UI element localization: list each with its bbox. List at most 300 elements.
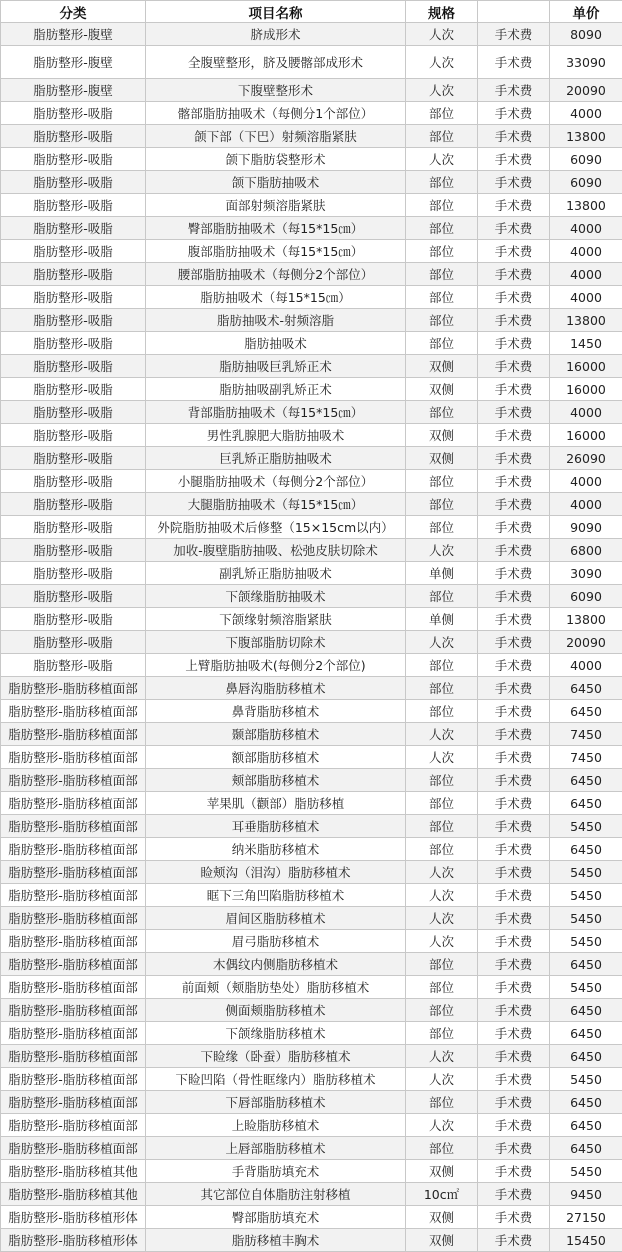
- unit-cell: 部位: [406, 769, 478, 792]
- item-name-cell: 下颌缘脂肪移植术: [146, 1022, 406, 1045]
- price-cell: 33090: [550, 46, 622, 79]
- price-cell: 6450: [550, 792, 622, 815]
- category-cell: 脂肪整形-脂肪移植面部: [1, 723, 146, 746]
- price-cell: 6450: [550, 1045, 622, 1068]
- category-cell: 脂肪整形-吸脂: [1, 470, 146, 493]
- category-cell: 脂肪整形-脂肪移植面部: [1, 1022, 146, 1045]
- item-name-cell: 髂部脂肪抽吸术（每侧分1个部位）: [146, 102, 406, 125]
- table-row: [1, 493, 622, 516]
- price-cell: 4000: [550, 470, 622, 493]
- table-row: [1, 746, 622, 769]
- fee-type-cell: 手术费: [478, 907, 550, 930]
- fee-type-cell: 手术费: [478, 723, 550, 746]
- item-name-cell: 颌下部（下巴）射频溶脂紧肤: [146, 125, 406, 148]
- category-cell: 脂肪整形-吸脂: [1, 378, 146, 401]
- unit-cell: 部位: [406, 976, 478, 999]
- table-row: [1, 930, 622, 953]
- table-row: [1, 447, 622, 470]
- table-row: [1, 378, 622, 401]
- fee-type-cell: 手术费: [478, 102, 550, 125]
- fee-type-cell: 手术费: [478, 424, 550, 447]
- price-cell: 6450: [550, 1137, 622, 1160]
- table-row: [1, 976, 622, 999]
- table-row: [1, 1022, 622, 1045]
- table-row: [1, 79, 622, 102]
- item-name-cell: 眉间区脂肪移植术: [146, 907, 406, 930]
- fee-type-cell: 手术费: [478, 585, 550, 608]
- table-header: [1, 1, 622, 23]
- unit-cell: 人次: [406, 79, 478, 102]
- unit-cell: 人次: [406, 746, 478, 769]
- unit-cell: 部位: [406, 585, 478, 608]
- price-cell: 3090: [550, 562, 622, 585]
- category-cell: 脂肪整形-腹壁: [1, 46, 146, 79]
- table-row: [1, 1137, 622, 1160]
- table-row: [1, 1114, 622, 1137]
- category-cell: 脂肪整形-脂肪移植面部: [1, 1091, 146, 1114]
- category-cell: 脂肪整形-吸脂: [1, 631, 146, 654]
- category-cell: 脂肪整形-吸脂: [1, 585, 146, 608]
- fee-type-cell: 手术费: [478, 125, 550, 148]
- fee-type-cell: 手术费: [478, 447, 550, 470]
- table-row: [1, 884, 622, 907]
- table-row: [1, 263, 622, 286]
- item-name-cell: 下睑缘（卧蚕）脂肪移植术: [146, 1045, 406, 1068]
- category-cell: 脂肪整形-吸脂: [1, 493, 146, 516]
- fee-type-cell: 手术费: [478, 194, 550, 217]
- fee-type-cell: 手术费: [478, 1022, 550, 1045]
- table-row: [1, 539, 622, 562]
- category-cell: 脂肪整形-脂肪移植面部: [1, 677, 146, 700]
- item-name-cell: 颌下脂肪抽吸术: [146, 171, 406, 194]
- table-row: [1, 171, 622, 194]
- fee-type-cell: 手术费: [478, 999, 550, 1022]
- unit-cell: 双侧: [406, 355, 478, 378]
- item-name-cell: 下颌缘脂肪抽吸术: [146, 585, 406, 608]
- unit-cell: 部位: [406, 1022, 478, 1045]
- table-row: [1, 516, 622, 539]
- fee-type-cell: 手术费: [478, 309, 550, 332]
- table-row: [1, 1229, 622, 1252]
- unit-cell: 双侧: [406, 447, 478, 470]
- item-name-cell: 鼻背脂肪移植术: [146, 700, 406, 723]
- category-cell: 脂肪整形-脂肪移植面部: [1, 953, 146, 976]
- table-row: [1, 1206, 622, 1229]
- price-cell: 1450: [550, 332, 622, 355]
- item-name-cell: 颌下脂肪袋整形术: [146, 148, 406, 171]
- price-cell: 6450: [550, 1091, 622, 1114]
- fee-type-cell: 手术费: [478, 539, 550, 562]
- fee-type-cell: 手术费: [478, 46, 550, 79]
- category-cell: 脂肪整形-脂肪移植面部: [1, 746, 146, 769]
- category-cell: 脂肪整形-脂肪移植面部: [1, 792, 146, 815]
- unit-cell: 部位: [406, 401, 478, 424]
- unit-cell: 部位: [406, 953, 478, 976]
- item-name-cell: 颞部脂肪移植术: [146, 723, 406, 746]
- item-name-cell: 全腹壁整形，脐及腰髂部成形术: [146, 46, 406, 79]
- fee-type-cell: 手术费: [478, 631, 550, 654]
- price-cell: 13800: [550, 608, 622, 631]
- item-name-cell: 外院脂肪抽吸术后修整（15×15cm以内）: [146, 516, 406, 539]
- fee-type-cell: 手术费: [478, 355, 550, 378]
- unit-cell: 部位: [406, 125, 478, 148]
- item-name-cell: 脂肪抽吸副乳矫正术: [146, 378, 406, 401]
- category-cell: 脂肪整形-腹壁: [1, 23, 146, 46]
- item-name-cell: 面部射频溶脂紧肤: [146, 194, 406, 217]
- fee-type-cell: 手术费: [478, 976, 550, 999]
- price-cell: 4000: [550, 401, 622, 424]
- table-row: [1, 125, 622, 148]
- unit-cell: 部位: [406, 999, 478, 1022]
- category-cell: 脂肪整形-吸脂: [1, 424, 146, 447]
- table-row: [1, 585, 622, 608]
- price-cell: 6450: [550, 953, 622, 976]
- table-row: [1, 677, 622, 700]
- unit-cell: 部位: [406, 516, 478, 539]
- category-cell: 脂肪整形-吸脂: [1, 309, 146, 332]
- unit-cell: 双侧: [406, 1160, 478, 1183]
- category-cell: 脂肪整形-脂肪移植面部: [1, 1114, 146, 1137]
- table-row: [1, 999, 622, 1022]
- price-cell: 16000: [550, 424, 622, 447]
- unit-cell: 部位: [406, 263, 478, 286]
- fee-type-cell: 手术费: [478, 516, 550, 539]
- price-cell: 4000: [550, 102, 622, 125]
- fee-type-cell: 手术费: [478, 217, 550, 240]
- item-name-cell: 脂肪抽吸术: [146, 332, 406, 355]
- table-row: [1, 631, 622, 654]
- unit-cell: 部位: [406, 286, 478, 309]
- price-cell: 6450: [550, 1114, 622, 1137]
- price-cell: 26090: [550, 447, 622, 470]
- fee-type-cell: 手术费: [478, 401, 550, 424]
- price-cell: 9450: [550, 1183, 622, 1206]
- unit-cell: 部位: [406, 171, 478, 194]
- table-row: [1, 46, 622, 79]
- header-fee-type: [478, 1, 550, 23]
- item-name-cell: 睑颊沟（泪沟）脂肪移植术: [146, 861, 406, 884]
- category-cell: 脂肪整形-吸脂: [1, 355, 146, 378]
- price-cell: 4000: [550, 654, 622, 677]
- price-cell: 20090: [550, 79, 622, 102]
- category-cell: 脂肪整形-吸脂: [1, 447, 146, 470]
- price-cell: 6800: [550, 539, 622, 562]
- item-name-cell: 纳米脂肪移植术: [146, 838, 406, 861]
- unit-cell: 部位: [406, 194, 478, 217]
- category-cell: 脂肪整形-吸脂: [1, 539, 146, 562]
- item-name-cell: 腹部脂肪抽吸术（每15*15㎝）: [146, 240, 406, 263]
- table-row: [1, 1068, 622, 1091]
- price-cell: 9090: [550, 516, 622, 539]
- unit-cell: 部位: [406, 240, 478, 263]
- header-unit: 规格: [406, 1, 478, 23]
- table-row: [1, 861, 622, 884]
- category-cell: 脂肪整形-脂肪移植面部: [1, 700, 146, 723]
- category-cell: 脂肪整形-吸脂: [1, 654, 146, 677]
- item-name-cell: 上臂脂肪抽吸术(每侧分2个部位): [146, 654, 406, 677]
- unit-cell: 人次: [406, 1045, 478, 1068]
- price-cell: 16000: [550, 378, 622, 401]
- table-row: [1, 102, 622, 125]
- fee-type-cell: 手术费: [478, 1160, 550, 1183]
- category-cell: 脂肪整形-吸脂: [1, 332, 146, 355]
- price-cell: 8090: [550, 23, 622, 46]
- unit-cell: 人次: [406, 907, 478, 930]
- price-cell: 6450: [550, 999, 622, 1022]
- fee-type-cell: 手术费: [478, 1114, 550, 1137]
- fee-type-cell: 手术费: [478, 1183, 550, 1206]
- unit-cell: 人次: [406, 723, 478, 746]
- fee-type-cell: 手术费: [478, 148, 550, 171]
- item-name-cell: 苹果肌（颧部）脂肪移植: [146, 792, 406, 815]
- unit-cell: 单侧: [406, 608, 478, 631]
- price-cell: 5450: [550, 930, 622, 953]
- item-name-cell: 下腹壁整形术: [146, 79, 406, 102]
- category-cell: 脂肪整形-吸脂: [1, 516, 146, 539]
- table-row: [1, 815, 622, 838]
- price-cell: 5450: [550, 815, 622, 838]
- price-cell: 5450: [550, 1160, 622, 1183]
- price-cell: 5450: [550, 861, 622, 884]
- item-name-cell: 脂肪抽吸术（每15*15㎝）: [146, 286, 406, 309]
- price-cell: 6090: [550, 585, 622, 608]
- fee-type-cell: 手术费: [478, 838, 550, 861]
- unit-cell: 人次: [406, 861, 478, 884]
- table-row: [1, 332, 622, 355]
- unit-cell: 部位: [406, 1091, 478, 1114]
- item-name-cell: 臀部脂肪填充术: [146, 1206, 406, 1229]
- price-cell: 20090: [550, 631, 622, 654]
- item-name-cell: 眶下三角凹陷脂肪移植术: [146, 884, 406, 907]
- fee-type-cell: 手术费: [478, 769, 550, 792]
- item-name-cell: 脂肪抽吸术-射频溶脂: [146, 309, 406, 332]
- price-cell: 6090: [550, 148, 622, 171]
- item-name-cell: 上睑脂肪移植术: [146, 1114, 406, 1137]
- unit-cell: 人次: [406, 23, 478, 46]
- unit-cell: 部位: [406, 102, 478, 125]
- unit-cell: 双侧: [406, 424, 478, 447]
- unit-cell: 人次: [406, 631, 478, 654]
- fee-type-cell: 手术费: [478, 240, 550, 263]
- fee-type-cell: 手术费: [478, 746, 550, 769]
- category-cell: 脂肪整形-脂肪移植面部: [1, 769, 146, 792]
- unit-cell: 部位: [406, 792, 478, 815]
- table-row: [1, 355, 622, 378]
- table-row: [1, 608, 622, 631]
- price-cell: 16000: [550, 355, 622, 378]
- item-name-cell: 副乳矫正脂肪抽吸术: [146, 562, 406, 585]
- unit-cell: 部位: [406, 838, 478, 861]
- category-cell: 脂肪整形-脂肪移植面部: [1, 1068, 146, 1091]
- fee-type-cell: 手术费: [478, 700, 550, 723]
- item-name-cell: 木偶纹内侧脂肪移植术: [146, 953, 406, 976]
- fee-type-cell: 手术费: [478, 608, 550, 631]
- table-row: [1, 424, 622, 447]
- item-name-cell: 脐成形术: [146, 23, 406, 46]
- table-row: [1, 1091, 622, 1114]
- category-cell: 脂肪整形-脂肪移植形体: [1, 1229, 146, 1252]
- price-cell: 13800: [550, 125, 622, 148]
- table-body: [1, 23, 622, 1252]
- fee-type-cell: 手术费: [478, 1068, 550, 1091]
- price-cell: 13800: [550, 309, 622, 332]
- price-cell: 6450: [550, 769, 622, 792]
- category-cell: 脂肪整形-脂肪移植形体: [1, 1206, 146, 1229]
- item-name-cell: 下睑凹陷（骨性眶缘内）脂肪移植术: [146, 1068, 406, 1091]
- category-cell: 脂肪整形-吸脂: [1, 125, 146, 148]
- item-name-cell: 下腹部脂肪切除术: [146, 631, 406, 654]
- price-cell: 15450: [550, 1229, 622, 1252]
- item-name-cell: 男性乳腺肥大脂肪抽吸术: [146, 424, 406, 447]
- fee-type-cell: 手术费: [478, 1229, 550, 1252]
- header-row: [1, 1, 622, 23]
- item-name-cell: 脂肪移植丰胸术: [146, 1229, 406, 1252]
- category-cell: 脂肪整形-脂肪移植面部: [1, 930, 146, 953]
- unit-cell: 双侧: [406, 1229, 478, 1252]
- unit-cell: 部位: [406, 700, 478, 723]
- unit-cell: 10c㎡: [406, 1183, 478, 1206]
- unit-cell: 人次: [406, 1114, 478, 1137]
- item-name-cell: 额部脂肪移植术: [146, 746, 406, 769]
- table-row: [1, 953, 622, 976]
- item-name-cell: 下颌缘射频溶脂紧肤: [146, 608, 406, 631]
- fee-type-cell: 手术费: [478, 930, 550, 953]
- table-row: [1, 240, 622, 263]
- item-name-cell: 其它部位自体脂肪注射移植: [146, 1183, 406, 1206]
- table-row: [1, 907, 622, 930]
- unit-cell: 双侧: [406, 378, 478, 401]
- item-name-cell: 下唇部脂肪移植术: [146, 1091, 406, 1114]
- unit-cell: 部位: [406, 309, 478, 332]
- price-cell: 5450: [550, 976, 622, 999]
- fee-type-cell: 手术费: [478, 1206, 550, 1229]
- table-row: [1, 792, 622, 815]
- price-cell: 4000: [550, 217, 622, 240]
- category-cell: 脂肪整形-脂肪移植其他: [1, 1160, 146, 1183]
- table-row: [1, 309, 622, 332]
- table-row: [1, 286, 622, 309]
- price-cell: 4000: [550, 493, 622, 516]
- price-cell: 13800: [550, 194, 622, 217]
- fee-type-cell: 手术费: [478, 470, 550, 493]
- category-cell: 脂肪整形-吸脂: [1, 401, 146, 424]
- fee-type-cell: 手术费: [478, 1137, 550, 1160]
- unit-cell: 双侧: [406, 1206, 478, 1229]
- table-row: [1, 838, 622, 861]
- fee-type-cell: 手术费: [478, 79, 550, 102]
- item-name-cell: 眉弓脂肪移植术: [146, 930, 406, 953]
- category-cell: 脂肪整形-吸脂: [1, 194, 146, 217]
- fee-type-cell: 手术费: [478, 332, 550, 355]
- item-name-cell: 颊部脂肪移植术: [146, 769, 406, 792]
- fee-type-cell: 手术费: [478, 263, 550, 286]
- header-price: 单价: [550, 1, 622, 23]
- unit-cell: 部位: [406, 1137, 478, 1160]
- unit-cell: 部位: [406, 677, 478, 700]
- price-cell: 7450: [550, 723, 622, 746]
- table-row: [1, 1160, 622, 1183]
- item-name-cell: 加收-腹壁脂肪抽吸、松弛皮肤切除术: [146, 539, 406, 562]
- fee-type-cell: 手术费: [478, 792, 550, 815]
- price-cell: 5450: [550, 884, 622, 907]
- item-name-cell: 巨乳矫正脂肪抽吸术: [146, 447, 406, 470]
- table-row: [1, 1045, 622, 1068]
- item-name-cell: 耳垂脂肪移植术: [146, 815, 406, 838]
- category-cell: 脂肪整形-脂肪移植面部: [1, 838, 146, 861]
- table-row: [1, 769, 622, 792]
- price-cell: 6450: [550, 838, 622, 861]
- unit-cell: 部位: [406, 470, 478, 493]
- price-cell: 4000: [550, 240, 622, 263]
- category-cell: 脂肪整形-脂肪移植面部: [1, 884, 146, 907]
- fee-type-cell: 手术费: [478, 562, 550, 585]
- unit-cell: 部位: [406, 815, 478, 838]
- header-item-name: 项目名称: [146, 1, 406, 23]
- item-name-cell: 臀部脂肪抽吸术（每15*15㎝）: [146, 217, 406, 240]
- price-cell: 27150: [550, 1206, 622, 1229]
- fee-type-cell: 手术费: [478, 378, 550, 401]
- category-cell: 脂肪整形-脂肪移植面部: [1, 861, 146, 884]
- unit-cell: 部位: [406, 493, 478, 516]
- category-cell: 脂肪整形-脂肪移植面部: [1, 1045, 146, 1068]
- unit-cell: 人次: [406, 46, 478, 79]
- price-cell: 6450: [550, 700, 622, 723]
- item-name-cell: 前面颊（颊脂肪垫处）脂肪移植术: [146, 976, 406, 999]
- table-row: [1, 700, 622, 723]
- table-row: [1, 470, 622, 493]
- category-cell: 脂肪整形-吸脂: [1, 240, 146, 263]
- fee-type-cell: 手术费: [478, 861, 550, 884]
- category-cell: 脂肪整形-吸脂: [1, 102, 146, 125]
- price-cell: 4000: [550, 263, 622, 286]
- table-row: [1, 723, 622, 746]
- fee-type-cell: 手术费: [478, 23, 550, 46]
- table-row: [1, 401, 622, 424]
- table-row: [1, 1183, 622, 1206]
- fee-type-cell: 手术费: [478, 815, 550, 838]
- item-name-cell: 腰部脂肪抽吸术（每侧分2个部位）: [146, 263, 406, 286]
- item-name-cell: 脂肪抽吸巨乳矫正术: [146, 355, 406, 378]
- price-cell: 4000: [550, 286, 622, 309]
- item-name-cell: 大腿脂肪抽吸术（每15*15㎝）: [146, 493, 406, 516]
- price-cell: 6090: [550, 171, 622, 194]
- unit-cell: 部位: [406, 217, 478, 240]
- item-name-cell: 背部脂肪抽吸术（每15*15㎝）: [146, 401, 406, 424]
- category-cell: 脂肪整形-吸脂: [1, 148, 146, 171]
- category-cell: 脂肪整形-吸脂: [1, 608, 146, 631]
- unit-cell: 人次: [406, 884, 478, 907]
- price-cell: 6450: [550, 677, 622, 700]
- unit-cell: 部位: [406, 654, 478, 677]
- fee-type-cell: 手术费: [478, 171, 550, 194]
- category-cell: 脂肪整形-脂肪移植面部: [1, 1137, 146, 1160]
- unit-cell: 部位: [406, 332, 478, 355]
- unit-cell: 人次: [406, 148, 478, 171]
- category-cell: 脂肪整形-腹壁: [1, 79, 146, 102]
- fee-type-cell: 手术费: [478, 884, 550, 907]
- item-name-cell: 鼻唇沟脂肪移植术: [146, 677, 406, 700]
- table-row: [1, 654, 622, 677]
- fee-type-cell: 手术费: [478, 1045, 550, 1068]
- fee-type-cell: 手术费: [478, 493, 550, 516]
- fee-type-cell: 手术费: [478, 1091, 550, 1114]
- fee-type-cell: 手术费: [478, 677, 550, 700]
- category-cell: 脂肪整形-吸脂: [1, 217, 146, 240]
- item-name-cell: 小腿脂肪抽吸术（每侧分2个部位）: [146, 470, 406, 493]
- table-row: [1, 23, 622, 46]
- category-cell: 脂肪整形-脂肪移植面部: [1, 907, 146, 930]
- table-row: [1, 194, 622, 217]
